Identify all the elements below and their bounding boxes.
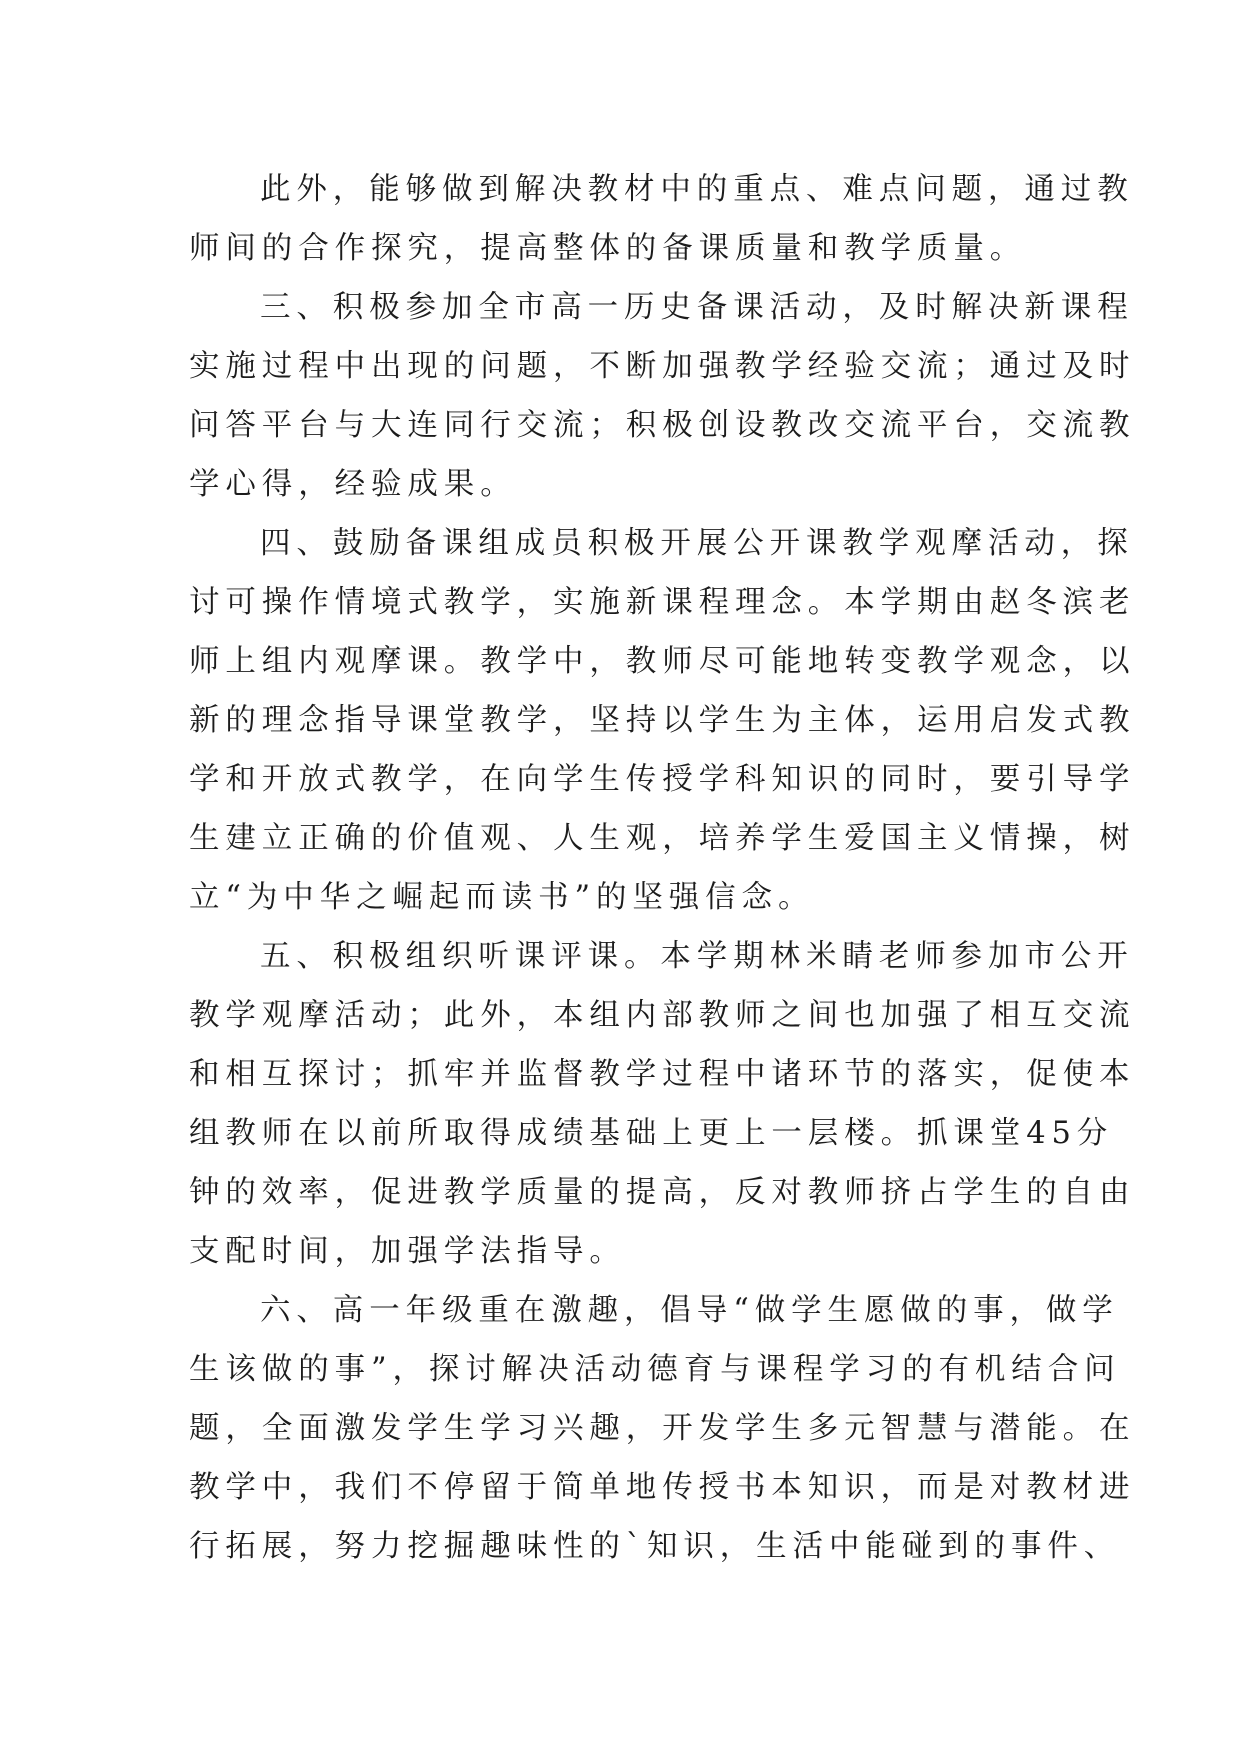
paragraph-line: 问答平台与大连同行交流；积极创设教改交流平台，交流教 xyxy=(189,408,1136,443)
document-body xyxy=(189,160,1136,1576)
paragraph-line: 行拓展，努力挖掘趣味性的`知识，生活中能碰到的事件、 xyxy=(189,1529,1121,1564)
paragraph-first-line: 三、积极参加全市高一历史备课活动，及时解决新课程 xyxy=(260,290,1134,325)
paragraph-line: 钟的效率，促进教学质量的提高，反对教师挤占学生的自由 xyxy=(189,1175,1136,1210)
paragraph-line: 支配时间，加强学法指导。 xyxy=(189,1234,626,1269)
paragraph-line: 讨可操作情境式教学，实施新课程理念。本学期由赵冬滨老 xyxy=(189,585,1136,620)
paragraph-line: 新的理念指导课堂教学，坚持以学生为主体，运用启发式教 xyxy=(189,703,1136,738)
paragraph-line: 生该做的事”，探讨解决活动德育与课程学习的有机结合问 xyxy=(189,1352,1121,1387)
paragraph-line: 师上组内观摩课。教学中，教师尽可能地转变教学观念，以 xyxy=(189,644,1136,679)
paragraph-line: 和相互探讨；抓牢并监督教学过程中诸环节的落实，促使本 xyxy=(189,1057,1136,1092)
paragraph-line: 师间的合作探究，提高整体的备课质量和教学质量。 xyxy=(189,231,1027,266)
paragraph-line: 生建立正确的价值观、人生观，培养学生爱国主义情操，树 xyxy=(189,821,1136,856)
paragraph-first-line: 此外，能够做到解决教材中的重点、难点问题，通过教 xyxy=(260,172,1134,207)
paragraph-line: 教学观摩活动；此外，本组内部教师之间也加强了相互交流 xyxy=(189,998,1136,1033)
paragraph-line: 学心得，经验成果。 xyxy=(189,467,517,502)
paragraph-line: 立“为中华之崛起而读书”的坚强信念。 xyxy=(189,880,815,915)
paragraph-first-line: 六、高一年级重在激趣，倡导“做学生愿做的事，做学 xyxy=(260,1293,1119,1328)
paragraph-line: 学和开放式教学，在向学生传授学科知识的同时，要引导学 xyxy=(189,762,1136,797)
paragraph-line: 实施过程中出现的问题，不断加强教学经验交流；通过及时 xyxy=(189,349,1136,384)
paragraph-line: 题，全面激发学生学习兴趣，开发学生多元智慧与潜能。在 xyxy=(189,1411,1136,1446)
paragraph-line: 教学中，我们不停留于简单地传授书本知识，而是对教材进 xyxy=(189,1470,1136,1505)
paragraph-first-line: 五、积极组织听课评课。本学期林米睛老师参加市公开 xyxy=(260,939,1134,974)
paragraph-first-line: 四、鼓励备课组成员积极开展公开课教学观摩活动，探 xyxy=(260,526,1134,561)
paragraph-line: 组教师在以前所取得成绩基础上更上一层楼。抓课堂45分 xyxy=(189,1116,1114,1151)
